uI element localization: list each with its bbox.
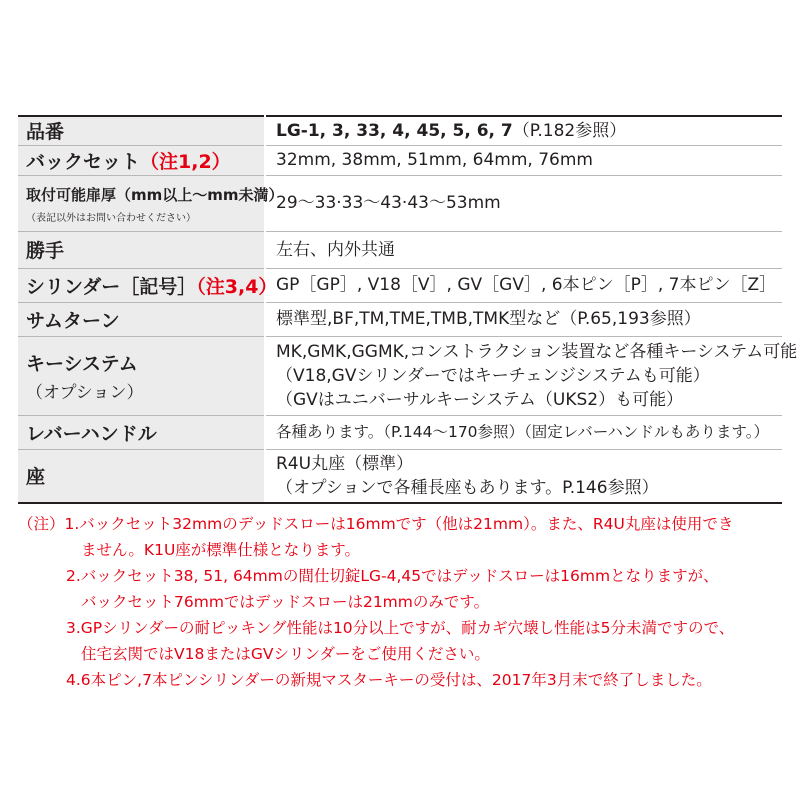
value-handing: 左右、内外共通	[265, 231, 782, 268]
backset-note-ref: （注1,2）	[140, 150, 231, 173]
part-number-ref: （P.182参照）	[512, 120, 627, 141]
row-rose	[18, 449, 782, 503]
row-door-thickness	[18, 175, 782, 231]
key-system-line: MK,GMK,GGMK,コンストラクション装置など各種キーシステム可能	[276, 341, 798, 362]
label-part-number: 品番	[18, 116, 265, 145]
label-handing: 勝手	[18, 231, 265, 268]
footnotes	[18, 511, 793, 693]
label-thumbturn: サムターン	[18, 302, 265, 336]
value-lever-handle: 各種あります。（P.144〜170参照）（固定レバーハンドルもあります。）	[265, 415, 782, 449]
value-door-thickness: 29〜33·33〜43·43〜53mm	[265, 175, 782, 231]
row-thumbturn	[18, 302, 782, 336]
rose-line: （オプションで各種長座もあります。P.146参照）	[276, 477, 659, 498]
row-key-system	[18, 336, 782, 415]
row-part-number	[18, 116, 782, 145]
label-lever-handle: レバーハンドル	[18, 415, 265, 449]
door-thickness-note: （表記以外はお問い合わせください）	[26, 212, 196, 224]
note-3: 3.GPシリンダーの耐ピッキング性能は10分以上ですが、耐カギ穴壊し性能は5分未満ですので、	[66, 619, 735, 637]
label-key-system	[18, 336, 265, 415]
key-system-line: （V18,GVシリンダーではキーチェンジシステムも可能）	[276, 365, 710, 386]
key-system-sub: （オプション）	[26, 382, 144, 403]
value-key-system	[265, 336, 798, 415]
note-4: 4.6本ピン,7本ピンシリンダーの新規マスターキーの受付は、2017年3月末で終了しました。	[66, 671, 712, 689]
label-backset	[18, 145, 265, 175]
rose-line: R4U丸座（標準）	[276, 453, 414, 474]
label-rose: 座	[18, 449, 265, 503]
row-backset	[18, 145, 782, 175]
part-number-models: LG-1, 3, 33, 4, 45, 5, 6, 7	[276, 120, 513, 141]
value-cylinder: GP［GP］, V18［V］, GV［GV］, 6本ピン［P］, 7本ピン［Z］	[265, 268, 782, 302]
spec-table	[18, 115, 798, 504]
value-rose	[265, 449, 782, 503]
key-system-line: （GVはユニバーサルキーシステム（UKS2）も可能）	[276, 389, 684, 410]
value-part-number	[265, 116, 782, 145]
note-1: （注）1.バックセット32mmのデッドスローは16mmです（他は21mm）。また、R4U丸座は使用でき	[18, 515, 734, 533]
label-door-thickness	[18, 175, 284, 231]
row-handing	[18, 231, 782, 268]
value-backset: 32mm, 38mm, 51mm, 64mm, 76mm	[265, 145, 782, 175]
key-system-label-text: キーシステム	[26, 352, 138, 375]
cylinder-note-ref: （注3,4）	[196, 275, 278, 298]
cylinder-label-text: シリンダー［記号］	[26, 275, 197, 298]
note-2: 2.バックセット38, 51, 64mmの間仕切錠LG-4,45ではデッドスローは16mmとなりますが、	[66, 567, 719, 585]
note-3-cont: 住宅玄関ではV18またはGVシリンダーをご使用ください。	[81, 645, 490, 663]
note-1-cont: ません。K1U座が標準仕様となります。	[81, 541, 361, 559]
backset-label-text: バックセット	[26, 150, 141, 173]
note-2-cont: バックセット76mmではデッドスローは21mmのみです。	[81, 593, 490, 611]
label-cylinder	[18, 268, 278, 302]
value-thumbturn: 標準型,BF,TM,TME,TMB,TMK型など（P.65,193参照）	[265, 302, 782, 336]
row-lever-handle	[18, 415, 782, 449]
row-cylinder	[18, 268, 782, 302]
door-thickness-label-text: 取付可能扉厚（mm以上〜mm未満）	[26, 185, 284, 204]
